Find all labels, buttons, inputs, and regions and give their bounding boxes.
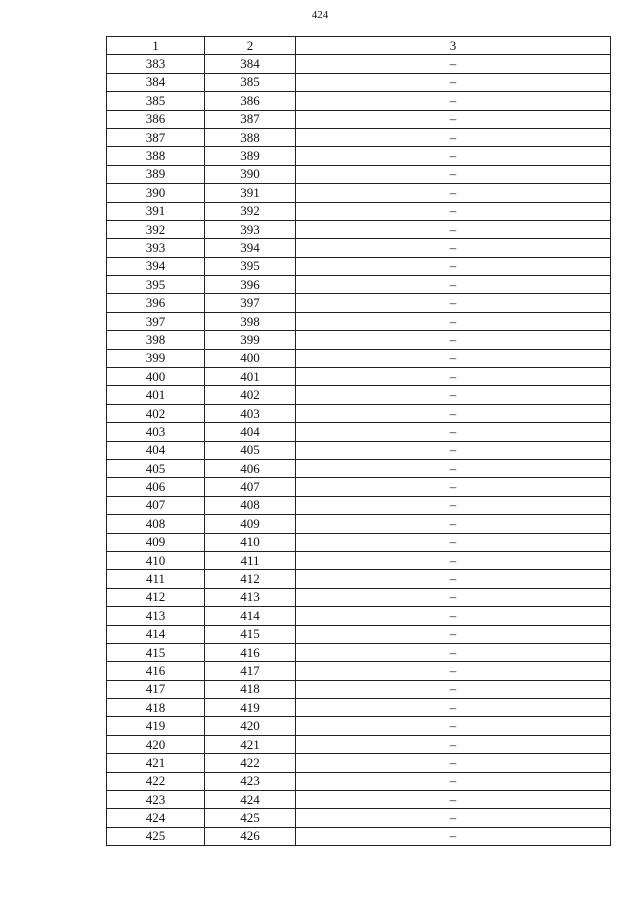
table-cell: –	[296, 202, 611, 220]
table-cell: 424	[205, 791, 296, 809]
table-cell: 386	[107, 110, 205, 128]
table-cell: 386	[205, 92, 296, 110]
table-cell: 396	[107, 294, 205, 312]
table-cell: –	[296, 791, 611, 809]
table-cell: –	[296, 331, 611, 349]
table-row	[107, 570, 611, 588]
table-row	[107, 496, 611, 514]
table-row	[107, 55, 611, 73]
table-cell: 402	[205, 386, 296, 404]
column-header: 1	[107, 37, 205, 55]
table-cell: 399	[107, 349, 205, 367]
table-cell: –	[296, 92, 611, 110]
table-row	[107, 643, 611, 661]
table-cell: 425	[205, 809, 296, 827]
table-cell: 409	[107, 533, 205, 551]
table-cell: –	[296, 276, 611, 294]
table-row	[107, 607, 611, 625]
table-cell: 383	[107, 55, 205, 73]
table-row	[107, 147, 611, 165]
table-cell: 413	[205, 588, 296, 606]
table-cell: –	[296, 551, 611, 569]
table-row	[107, 368, 611, 386]
table-cell: 397	[107, 312, 205, 330]
table-cell: 389	[107, 165, 205, 183]
column-header: 2	[205, 37, 296, 55]
table-cell: –	[296, 680, 611, 698]
table-cell: –	[296, 404, 611, 422]
table-cell: 414	[107, 625, 205, 643]
table-cell: –	[296, 147, 611, 165]
table-cell: 391	[205, 184, 296, 202]
table-cell: 384	[205, 55, 296, 73]
table-row	[107, 220, 611, 238]
table-cell: –	[296, 184, 611, 202]
table-cell: 395	[107, 276, 205, 294]
table-cell: 401	[107, 386, 205, 404]
table-cell: 422	[107, 772, 205, 790]
table-row	[107, 588, 611, 606]
data-table	[106, 36, 611, 846]
table-row	[107, 625, 611, 643]
table-cell: 393	[107, 239, 205, 257]
table-cell: –	[296, 349, 611, 367]
table-cell: 423	[107, 791, 205, 809]
table-cell: 396	[205, 276, 296, 294]
table-header-row	[107, 37, 611, 55]
table-row	[107, 772, 611, 790]
table-cell: 418	[107, 699, 205, 717]
table-cell: 400	[107, 368, 205, 386]
table-cell: 424	[107, 809, 205, 827]
table-cell: 394	[107, 257, 205, 275]
table-cell: –	[296, 294, 611, 312]
table-row	[107, 533, 611, 551]
table-row	[107, 680, 611, 698]
table-cell: –	[296, 827, 611, 845]
table-cell: 420	[205, 717, 296, 735]
table-row	[107, 276, 611, 294]
table-row	[107, 92, 611, 110]
table-row	[107, 239, 611, 257]
column-header: 3	[296, 37, 611, 55]
table-cell: 398	[205, 312, 296, 330]
table-cell: 387	[205, 110, 296, 128]
table-cell: –	[296, 368, 611, 386]
table-cell: 406	[205, 459, 296, 477]
table-row	[107, 735, 611, 753]
table-cell: –	[296, 478, 611, 496]
table-row	[107, 809, 611, 827]
table-cell: 390	[107, 184, 205, 202]
table-row	[107, 257, 611, 275]
table-cell: 415	[107, 643, 205, 661]
table-cell: –	[296, 588, 611, 606]
table-row	[107, 73, 611, 91]
table-cell: –	[296, 239, 611, 257]
table-cell: –	[296, 643, 611, 661]
table-cell: 407	[107, 496, 205, 514]
table-row	[107, 331, 611, 349]
table-row	[107, 165, 611, 183]
table-cell: 400	[205, 349, 296, 367]
table-row	[107, 294, 611, 312]
table-cell: 411	[205, 551, 296, 569]
table-row	[107, 202, 611, 220]
table-cell: 397	[205, 294, 296, 312]
table-cell: –	[296, 699, 611, 717]
table-cell: 399	[205, 331, 296, 349]
table-cell: –	[296, 662, 611, 680]
page-number: 424	[311, 9, 329, 21]
table-row	[107, 441, 611, 459]
table-cell: 392	[205, 202, 296, 220]
table-cell: 408	[205, 496, 296, 514]
table-cell: 407	[205, 478, 296, 496]
table-cell: 403	[107, 423, 205, 441]
table-cell: –	[296, 459, 611, 477]
table-cell: 385	[107, 92, 205, 110]
table-cell: 406	[107, 478, 205, 496]
table-cell: 421	[205, 735, 296, 753]
table-cell: 395	[205, 257, 296, 275]
table-row	[107, 312, 611, 330]
table-cell: 415	[205, 625, 296, 643]
table-cell: 416	[107, 662, 205, 680]
table-cell: –	[296, 73, 611, 91]
table-cell: 387	[107, 128, 205, 146]
table-cell: –	[296, 809, 611, 827]
table-cell: 394	[205, 239, 296, 257]
table-row	[107, 754, 611, 772]
table-cell: 411	[107, 570, 205, 588]
table-cell: –	[296, 110, 611, 128]
table-row	[107, 386, 611, 404]
table-cell: 408	[107, 515, 205, 533]
table-cell: 405	[107, 459, 205, 477]
table-cell: 416	[205, 643, 296, 661]
table-cell: –	[296, 533, 611, 551]
table-row	[107, 827, 611, 845]
table-cell: –	[296, 735, 611, 753]
table-cell: –	[296, 165, 611, 183]
table-cell: 392	[107, 220, 205, 238]
table-cell: –	[296, 386, 611, 404]
table-cell: 417	[107, 680, 205, 698]
table-cell: 426	[205, 827, 296, 845]
table-cell: –	[296, 754, 611, 772]
table-cell: 418	[205, 680, 296, 698]
table-cell: 410	[107, 551, 205, 569]
table-cell: 389	[205, 147, 296, 165]
table-cell: 413	[107, 607, 205, 625]
table-cell: 384	[107, 73, 205, 91]
table-row	[107, 551, 611, 569]
table-cell: 385	[205, 73, 296, 91]
table-cell: –	[296, 772, 611, 790]
table-cell: 409	[205, 515, 296, 533]
table-cell: 404	[107, 441, 205, 459]
table-row	[107, 110, 611, 128]
table-cell: 422	[205, 754, 296, 772]
table-row	[107, 423, 611, 441]
table-cell: 401	[205, 368, 296, 386]
table-row	[107, 662, 611, 680]
table-cell: 425	[107, 827, 205, 845]
table-row	[107, 459, 611, 477]
table-cell: 412	[205, 570, 296, 588]
table-cell: –	[296, 496, 611, 514]
table-body	[107, 55, 611, 846]
table-cell: –	[296, 570, 611, 588]
table-cell: 390	[205, 165, 296, 183]
table-cell: 410	[205, 533, 296, 551]
table-cell: –	[296, 55, 611, 73]
table-cell: 402	[107, 404, 205, 422]
table-cell: 405	[205, 441, 296, 459]
table-cell: –	[296, 220, 611, 238]
table-cell: 420	[107, 735, 205, 753]
table-row	[107, 404, 611, 422]
table-row	[107, 184, 611, 202]
table-cell: –	[296, 441, 611, 459]
table-cell: –	[296, 128, 611, 146]
table-row	[107, 699, 611, 717]
table-row	[107, 349, 611, 367]
table-cell: 414	[205, 607, 296, 625]
table-cell: 419	[107, 717, 205, 735]
table-cell: 388	[205, 128, 296, 146]
table-cell: –	[296, 625, 611, 643]
table-row	[107, 128, 611, 146]
table-cell: 391	[107, 202, 205, 220]
table-cell: 419	[205, 699, 296, 717]
table-cell: 393	[205, 220, 296, 238]
table-cell: –	[296, 607, 611, 625]
table-cell: 421	[107, 754, 205, 772]
table-row	[107, 717, 611, 735]
table-row	[107, 791, 611, 809]
table-cell: –	[296, 717, 611, 735]
table-cell: 412	[107, 588, 205, 606]
table-cell: 398	[107, 331, 205, 349]
table-cell: –	[296, 423, 611, 441]
table-cell: 388	[107, 147, 205, 165]
table-row	[107, 515, 611, 533]
table-cell: –	[296, 312, 611, 330]
table-cell: 403	[205, 404, 296, 422]
table-cell: –	[296, 257, 611, 275]
table-cell: 423	[205, 772, 296, 790]
table-cell: –	[296, 515, 611, 533]
table-cell: 404	[205, 423, 296, 441]
table-row	[107, 478, 611, 496]
table-cell: 417	[205, 662, 296, 680]
